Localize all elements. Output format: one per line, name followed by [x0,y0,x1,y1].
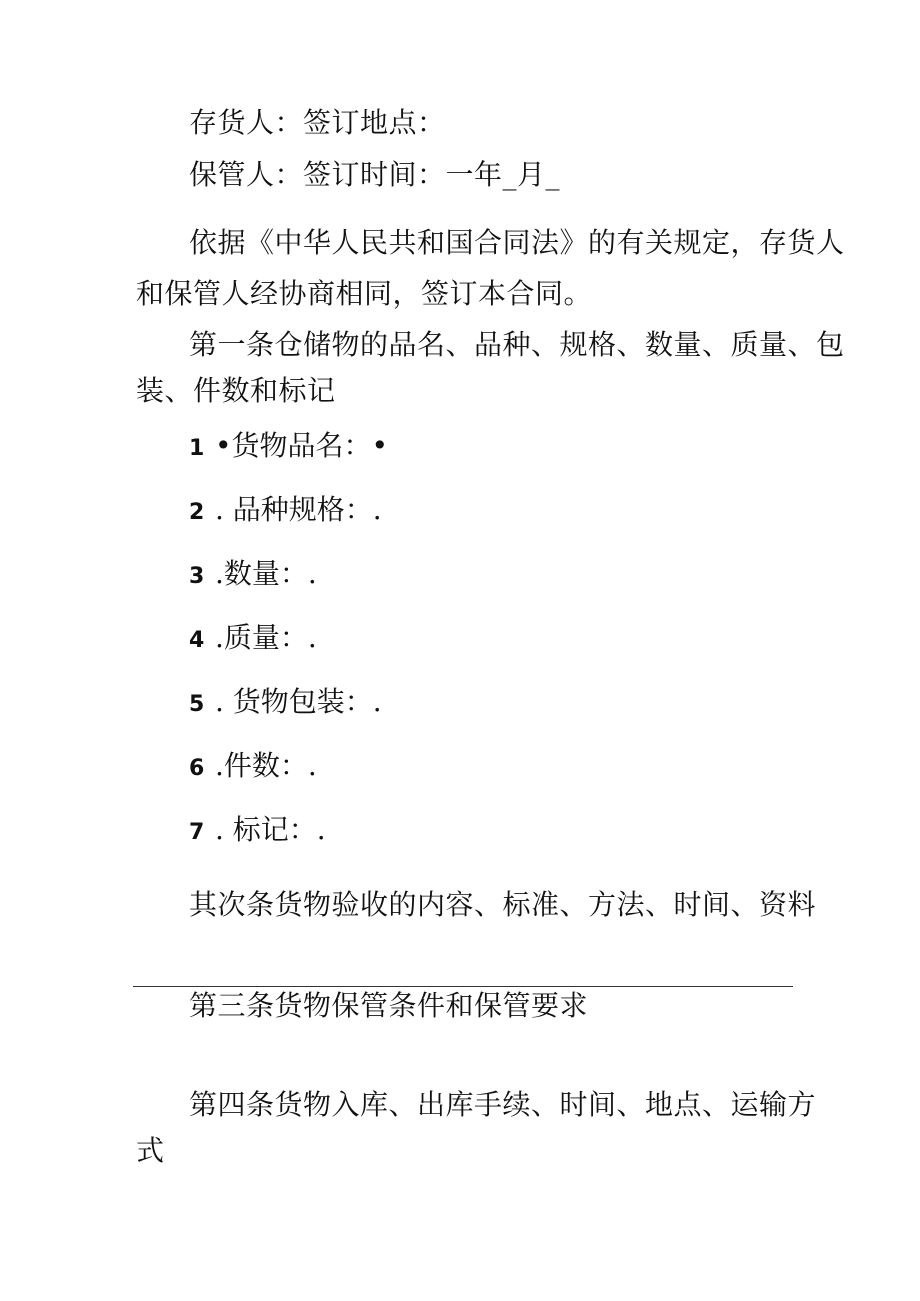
article3-heading: 第三条货物保管条件和保管要求 [189,989,589,1022]
item-number: 4 [189,628,205,653]
depositor-line: 存货人：签订地点： [189,106,446,139]
article1-line-2: 装、件数和标记 [136,374,336,407]
item-number: 6 [189,756,205,781]
item-number: 2 [189,500,205,525]
item-text: .件数：. [215,749,317,782]
item-text: . 标记：. [215,813,326,846]
list-item [189,682,382,725]
list-item [189,810,326,853]
list-item [189,746,317,789]
item-number: 1 [189,436,205,461]
item-text: . 品种规格：. [215,493,382,526]
item-text: •货物品名：• [215,429,389,462]
intro-line-2: 和保管人经协商相同，签订本合同。 [136,277,593,310]
article4-line-1: 第四条货物入库、出库手续、时间、地点、运输方 [189,1088,817,1121]
list-item [189,554,317,597]
list-item [189,426,388,469]
article2-heading: 其次条货物验收的内容、标准、方法、时间、资料 [189,888,817,921]
item-number: 3 [189,564,205,589]
item-text: .质量：. [215,621,317,654]
intro-line-1: 依据《中华人民共和国合同法》的有关规定，存货人 [189,226,845,259]
custodian-line: 保管人：签订时间：一年_月_ [189,158,561,191]
article1-line-1: 第一条仓储物的品名、品种、规格、数量、质量、包 [189,328,845,361]
list-item [189,490,382,533]
item-text: .数量：. [215,557,317,590]
article4-line-2: 式 [136,1134,165,1167]
item-number: 7 [189,820,205,845]
list-item [189,618,317,661]
item-text: . 货物包装：. [215,685,382,718]
item-number: 5 [189,692,205,717]
